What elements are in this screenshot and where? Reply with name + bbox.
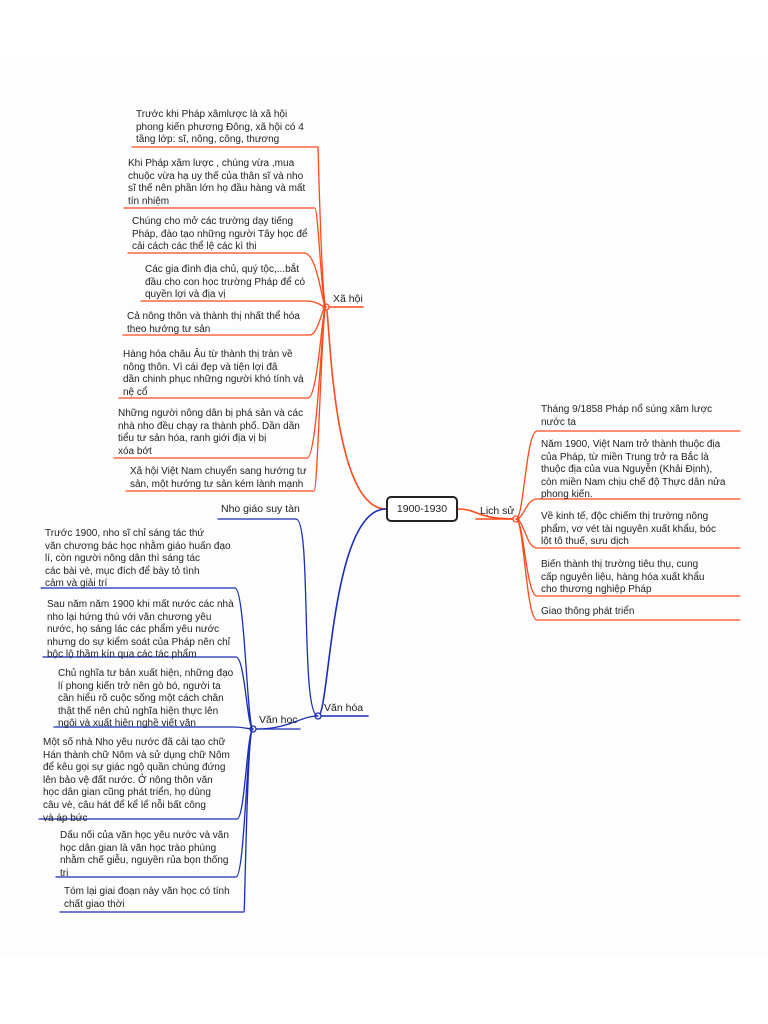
xa-hoi-item-line: Trước khi Pháp xâmlược là xã hội — [136, 109, 288, 120]
van-hoc-item-line: văn chương bác học nhằm giáo huấn đạo — [45, 540, 231, 552]
van-hoc-item-line: Hán thành chữ Nôm và sử dụng chữ Nôm — [43, 749, 230, 761]
xa-hoi-item-line: nông thôn. Vì cái đẹp và tiện lợi đã — [123, 361, 278, 373]
van-hoc-item-line: học dân gian cũng phát triển, họ dùng — [43, 787, 211, 799]
lich-su-item[interactable] — [541, 606, 634, 619]
van-hoc-item-line: nước, họ sáng lác các phẩm yêu nước — [47, 624, 220, 636]
xa-hoi-item-line: Pháp, đào tạo những người Tây học để — [132, 228, 308, 240]
van-hoc-item-line: Trước 1900, nho sĩ chỉ sáng tác thứ — [45, 528, 205, 539]
lich-su-item-line: phẩm, vơ vét tài nguyên xuất khẩu, bóc — [541, 523, 716, 535]
xa-hoi-item-line: nhà nho đều chạy ra thành phố. Dần dần — [118, 420, 300, 432]
xa-hoi-item-line: theo hướng tư sản — [127, 323, 211, 335]
xa-hoi-item-line: cải cách các thể lệ các kì thi — [132, 241, 257, 253]
lich-su-item-line: Giao thông phát triển — [541, 606, 635, 617]
van-hoc-item-line: cảm và giải trí — [45, 578, 108, 590]
van-hoc-item-line: bộc lộ thầm kín qua các tác phẩm — [47, 649, 197, 661]
van-hoc-item-line: chất giao thời — [64, 898, 125, 910]
van-hoc-item-line: ngôi và xuất hiện nghề viết văn — [58, 718, 196, 730]
xa-hoi-item-line: sản, một hướng tư sản kém lành mạnh — [130, 478, 304, 490]
xa-hoi-item[interactable] — [130, 466, 307, 491]
lich-su-item[interactable] — [541, 439, 725, 502]
label-lich-su[interactable]: Lịch sử — [480, 505, 515, 517]
xa-hoi-item[interactable] — [136, 109, 304, 147]
van-hoc-item[interactable] — [43, 737, 230, 825]
van-hoc-item-line: học dân gian là văn học trào phúng — [60, 842, 217, 854]
van-hoc-item[interactable] — [64, 886, 230, 911]
lich-su-item-line: cho thương nghiệp Pháp — [541, 584, 652, 596]
label-van-hoa[interactable]: Văn hóa — [324, 702, 364, 714]
lich-su-item-line: phong kiến. — [541, 489, 593, 501]
xa-hoi-item[interactable] — [127, 311, 300, 336]
lich-su-item-line: Về kinh tế, độc chiếm thị trường nông — [541, 511, 709, 522]
xa-hoi-item[interactable] — [123, 349, 304, 399]
xa-hoi-item-line: quyền lợi và địa vị — [145, 289, 226, 301]
xa-hoi-item-line: nệ cổ — [123, 386, 148, 398]
lich-su-item-line: Biến thành thị trường tiêu thụ, cung — [541, 559, 699, 570]
van-hoc-item-line: và áp bức — [43, 812, 88, 824]
van-hoc-item-line: câu vè, câu hát để kể lể nỗi bất công — [43, 799, 206, 811]
xa-hoi-item-line: tín nhiệm — [128, 195, 170, 207]
lich-su-item-line: nước ta — [541, 416, 576, 428]
branch-xa-hoi — [326, 307, 386, 509]
lich-su-item-line: cấp nguyên liệu, hàng hóa xuất khẩu — [541, 571, 705, 583]
label-xa-hoi[interactable]: Xã hội — [333, 293, 363, 305]
van-hoc-item-line: lí, còn người nông dân thì sáng tác — [45, 553, 201, 565]
van-hoc-item-line: nho lại hứng thú với văn chương yêu — [47, 611, 212, 623]
xa-hoi-item-line: phong kiến phương Đông, xã hội có 4 — [136, 121, 304, 133]
lich-su-item-line: còn miền Nam chịu chế độ Thực dân nửa — [541, 476, 726, 488]
van-hoc-item[interactable] — [60, 830, 229, 880]
xa-hoi-item-line: chuộc vừa hạ uy thế của thân sĩ và nho — [128, 170, 304, 182]
van-hoc-item[interactable] — [45, 528, 231, 591]
xa-hoi-item[interactable] — [132, 216, 307, 254]
xa-hoi-item-line: xóa bớt — [118, 445, 152, 457]
lich-su-item-line: thuộc địa của vua Nguyễn (Khải Định), — [541, 464, 713, 476]
xa-hoi-item-line: sĩ thế nên phần lớn họ đầu hàng và mất — [128, 183, 306, 195]
van-hoc-item-line: nhưng do sự kiểm soát của Pháp nên chỉ — [47, 636, 230, 648]
van-hoc-item-line: thật thế nên chủ nghĩa hiện thực lên — [58, 705, 219, 717]
lich-su-item-line: lột tô thuế, sưu dịch — [541, 536, 629, 548]
xa-hoi-item-line: Những người nông dân bị phá sản và các — [118, 408, 304, 419]
xa-hoi-item[interactable] — [118, 408, 303, 458]
lich-su-item[interactable] — [541, 404, 712, 429]
van-hoc-item[interactable] — [47, 599, 234, 662]
xa-hoi-item-line: dần chinh phục những người khó tính và — [123, 374, 304, 386]
root-node[interactable] — [386, 496, 458, 522]
xa-hoi-item-line: tầng lớp: sĩ, nông, công, thương — [136, 134, 280, 146]
van-hoc-item-line: Sau năm năm 1900 khi mất nước các nhà — [47, 599, 234, 610]
xa-hoi-item-line: Chúng cho mở các trường dạy tiếng — [132, 216, 294, 227]
lich-su-item[interactable] — [541, 511, 716, 549]
xa-hoi-item-line: Hàng hóa châu Âu từ thành thị tràn về — [123, 349, 293, 360]
xa-hoi-item[interactable] — [145, 264, 305, 302]
xa-hoi-item-line: đầu cho con học trường Pháp để có — [145, 276, 306, 288]
van-hoc-item-line: Một số nhà Nho yêu nước đã cải tạo chữ — [43, 737, 226, 748]
van-hoc-item-line: cần hiểu rõ cuộc sống một cách chân — [58, 693, 224, 705]
lich-su-item-line: Tháng 9/1858 Pháp nổ súng xâm lược — [541, 404, 713, 415]
van-hoc-item-line: Chủ nghĩa tư bản xuất hiện, những đạo — [58, 668, 234, 679]
van-hoc-item-line: lên bảo vệ đất nước. Ở nông thôn văn — [43, 774, 213, 786]
van-hoc-item-line: để kêu gọi sự giác ngộ quần chúng đứng — [43, 762, 226, 774]
label-van-hoc[interactable]: Văn học — [259, 714, 298, 726]
xa-hoi-item-line: Xã hội Việt Nam chuyển sang hướng tư — [130, 466, 307, 477]
van-hoc-item-line: nhằm chế giễu, nguyền rủa bọn thống — [60, 855, 229, 867]
lich-su-item-line: Năm 1900, Việt Nam trở thành thuộc địa — [541, 439, 721, 450]
label-nho-giao[interactable]: Nho giáo suy tàn — [221, 503, 300, 515]
van-hoc-item-line: các bài vè, mục đích để bày tỏ tình — [45, 565, 200, 577]
van-hoc-item-line: lí phong kiến trở nên gò bó, người ta — [58, 680, 221, 692]
root-label: 1900-1930 — [396, 503, 448, 515]
branch-van-hoa — [318, 509, 386, 716]
lich-su-item[interactable] — [541, 559, 704, 597]
van-hoc-item-line: trị — [60, 867, 69, 879]
xa-hoi-item[interactable] — [128, 158, 305, 208]
xa-hoi-item-line: Cả nông thôn và thành thị nhất thể hóa — [127, 311, 300, 322]
xa-hoi-item-line: Các gia đình địa chủ, quý tộc,...bắt — [145, 264, 299, 275]
xa-hoi-item-line: Khi Pháp xâm lược , chúng vừa ,mua — [128, 158, 295, 169]
lich-su-item-line: của Pháp, từ miền Trung trở ra Bắc là — [541, 451, 709, 463]
xa-hoi-item-line: tiểu tư sản hóa, ranh giới địa vị bị — [118, 433, 267, 445]
van-hoc-item-line: Dấu nối của văn học yêu nước và văn — [60, 830, 229, 841]
connector-xa-hoi-item — [141, 301, 326, 307]
van-hoc-item-line: Tóm lại giai đoạn này văn học có tính — [64, 886, 230, 897]
van-hoc-item[interactable] — [58, 668, 233, 731]
